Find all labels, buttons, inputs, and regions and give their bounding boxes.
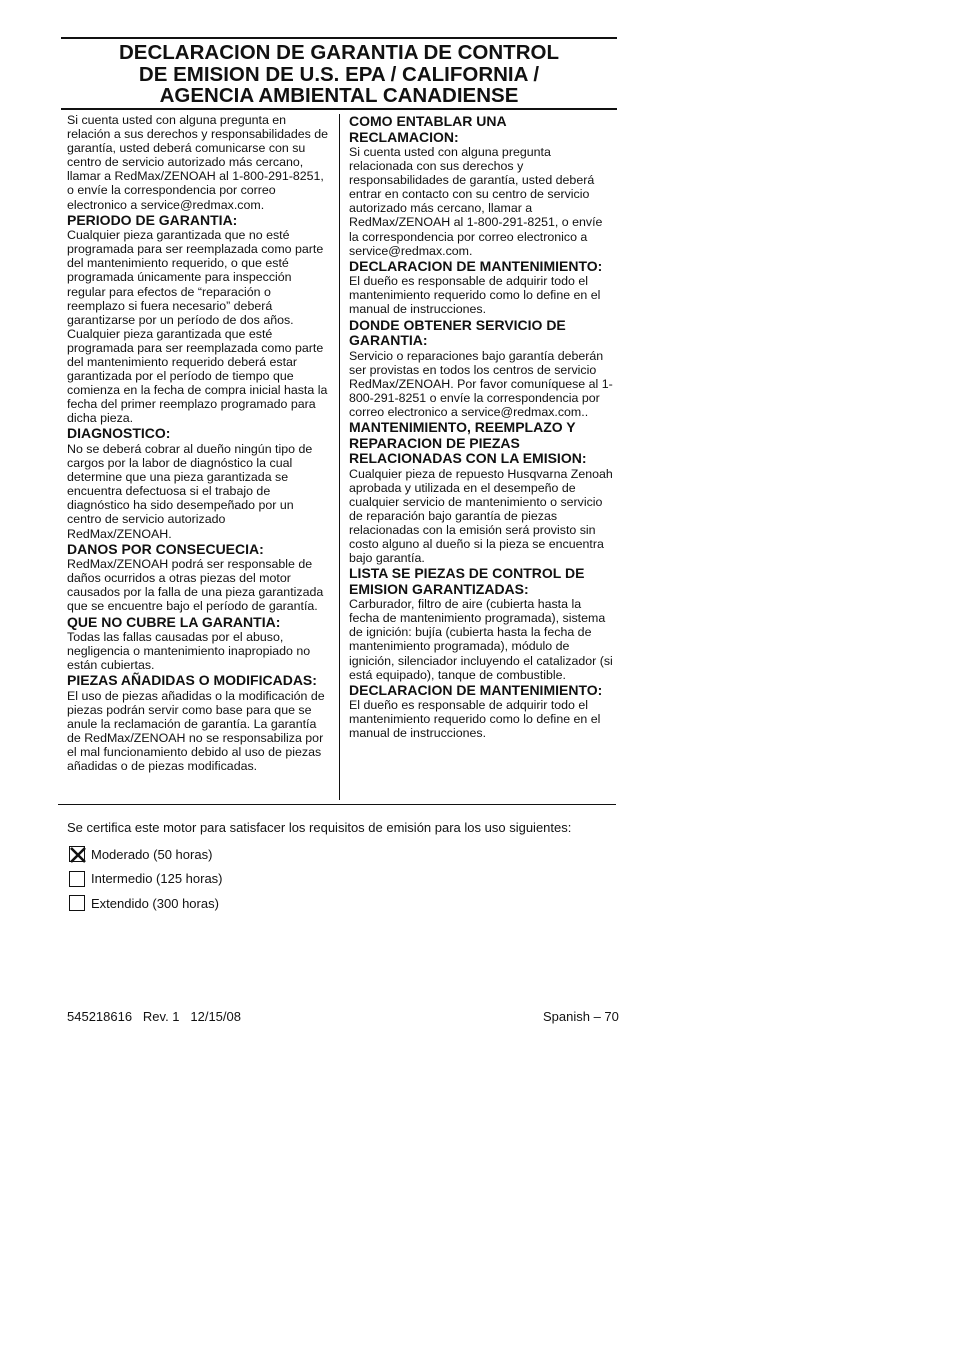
section-heading-lista-piezas: LISTA SE PIEZAS DE CONTROL DE EMISION GARANTIZADAS: — [349, 565, 585, 597]
section-body-no-cubre: Todas las fallas causadas por el abuso, negligencia o mantenimiento inapropiado no están cubiertas. — [67, 630, 311, 673]
option-extendido — [69, 894, 223, 912]
section-heading-danos: DANOS POR CONSECUECIA: — [67, 540, 264, 557]
checkbox-intermedio[interactable] — [69, 871, 85, 887]
section-heading-diagnostico: DIAGNOSTICO: — [67, 425, 171, 442]
column-divider — [339, 114, 340, 800]
footer-document-info — [67, 1009, 241, 1024]
right-column — [349, 113, 613, 742]
title-line-3: AGENCIA AMBIENTAL CANADIENSE — [159, 84, 519, 107]
left-column — [67, 113, 329, 774]
section-heading-periodo: PERIODO DE GARANTIA: — [67, 211, 238, 228]
intro-paragraph: Si cuenta usted con alguna pregunta en relación a sus derechos y responsabilidades de garantía, usted deberá comunicarse con su centro de servicio autorizado más cercano, llamar a RedMax/ZENOAH al 1-800-291-8251, o envíe la correspondencia por correo electronico a service@redmax.com. — [67, 113, 329, 212]
section-body-lista-piezas: Carburador, filtro de aire (cubierta hasta la fecha de mantenimiento programada), sistema de ignición: bujía (cubierta hasta la fecha de mantenimiento programada), módulo de ignición, silenciador incluyendo el catalizador (si está equipado), tanque de combustible. — [349, 597, 613, 682]
page-label: Spanish – 70 — [543, 1009, 619, 1024]
checkbox-moderado[interactable] — [69, 846, 85, 862]
option-label-intermedio: Intermedio (125 horas) — [91, 871, 223, 886]
section-heading-mantenimiento-2: DECLARACION DE MANTENIMIENTO: — [349, 681, 603, 698]
section-body-mantenimiento-1: El dueño es responsable de adquirir todo el mantenimiento requerido como lo define en el manual de instrucciones. — [349, 274, 601, 317]
page-title — [61, 42, 617, 107]
section-body-piezas-anadidas: El uso de piezas añadidas o la modificación de piezas podrán servir como base para que se anule la reclamación de garantía. La garantía de RedMax/ZENOAH no se responsabiliza por el mal funcionamiento debido al uso de piezas añadidas o de piezas modificadas. — [67, 688, 325, 774]
certification-statement: Se certifica este motor para satisfacer los requisitos de emisión para los uso siguientes: — [67, 820, 572, 835]
section-heading-reemplazo: MANTENIMIENTO, REEMPLAZO Y REPARACION DE PIEZAS RELACIONADAS CON LA EMISION: — [349, 419, 587, 466]
section-body-periodo: Cualquier pieza garantizada que no esté programada para ser reemplazada como parte del mantenimiento requerido, o que esté programada únicamente para inspección regular para efectos de “reparación o reemplazo si fuera necesario” deberá garantizarse por un período de dos años. Cualquier pieza garantizada que esté programada para ser reemplazada como parte del mantenimiento requerido deberá estar garantizada por el período de tiempo que comienza en la fecha de compra inicial hasta la fecha del primer reemplazo programado para dicha pieza. — [67, 228, 328, 426]
revision: Rev. 1 — [142, 1009, 180, 1024]
footer-page-number — [543, 1009, 619, 1024]
bottom-rule — [58, 804, 616, 805]
section-heading-mantenimiento-1: DECLARACION DE MANTENIMIENTO: — [349, 257, 603, 274]
section-body-danos: RedMax/ZENOAH podrá ser responsable de daños ocurridos a otras piezas del motor causados por la falla de una pieza garantizada que se encuentre bajo el período de garantía. — [67, 557, 324, 614]
revision-date: 12/15/08 — [190, 1009, 241, 1024]
option-intermedio — [69, 870, 223, 888]
title-line-1: DECLARACION DE GARANTIA DE CONTROL — [119, 41, 559, 64]
checkmark-x-icon — [69, 846, 87, 864]
option-label-moderado: Moderado (50 horas) — [91, 846, 213, 862]
part-number: 545218616 — [67, 1009, 133, 1024]
option-label-extendido: Extendido (300 horas) — [91, 895, 219, 911]
section-heading-piezas-anadidas: PIEZAS AÑADIDAS O MODIFICADAS: — [67, 672, 317, 689]
usage-options — [69, 845, 223, 919]
option-moderado — [69, 845, 223, 863]
section-body-servicio: Servicio o reparaciones bajo garantía deberán ser provistas en todos los centros de servicio RedMax/ZENOAH. Por favor comuníquese al 1-800-291-8251 o envíe la correspondencia por correo electronico a service@redmax.com.. — [349, 348, 613, 419]
section-body-diagnostico: No se deberá cobrar al dueño ningún tipo de cargos por la labor de diagnóstico la cual determine que una pieza garantizada se encuentra defectuosa si el trabajo de diagnóstico ha sido desempeñado por un centro de servicio autorizado RedMax/ZENOAH. — [67, 441, 313, 541]
section-heading-servicio: DONDE OBTENER SERVICIO DE GARANTIA: — [349, 316, 566, 349]
section-heading-reclamacion: COMO ENTABLAR UNA RECLAMACION: — [349, 113, 507, 145]
section-body-reclamacion: Si cuenta usted con alguna pregunta relacionada con sus derechos y responsabilidades de garantía, usted deberá entrar en contacto con su centro de servicio autorizado más cercano, llamar a RedMax/ZENOAH al 1-800-291-8251, o envíe la correspondencia por correo electronico a service@redmax.com. — [349, 145, 603, 258]
section-heading-no-cubre: QUE NO CUBRE LA GARANTIA: — [67, 613, 281, 630]
top-rule — [61, 37, 617, 39]
section-body-reemplazo: Cualquier pieza de repuesto Husqvarna Zenoah aprobada y utilizada en el desempeño de cualquier servicio de mantenimiento o servicio de reparación bajo garantía de piezas relacionadas con la emisión será provisto sin costo alguno al dueño si la pieza se encuentra bajo garantía. — [349, 466, 613, 566]
section-body-mantenimiento-2: El dueño es responsable de adquirir todo el mantenimiento requerido como lo define en el manual de instrucciones. — [349, 698, 601, 741]
title-line-2: DE EMISION DE U.S. EPA / CALIFORNIA / — [138, 62, 540, 86]
title-underline-rule — [61, 108, 617, 110]
checkbox-extendido[interactable] — [69, 895, 85, 911]
